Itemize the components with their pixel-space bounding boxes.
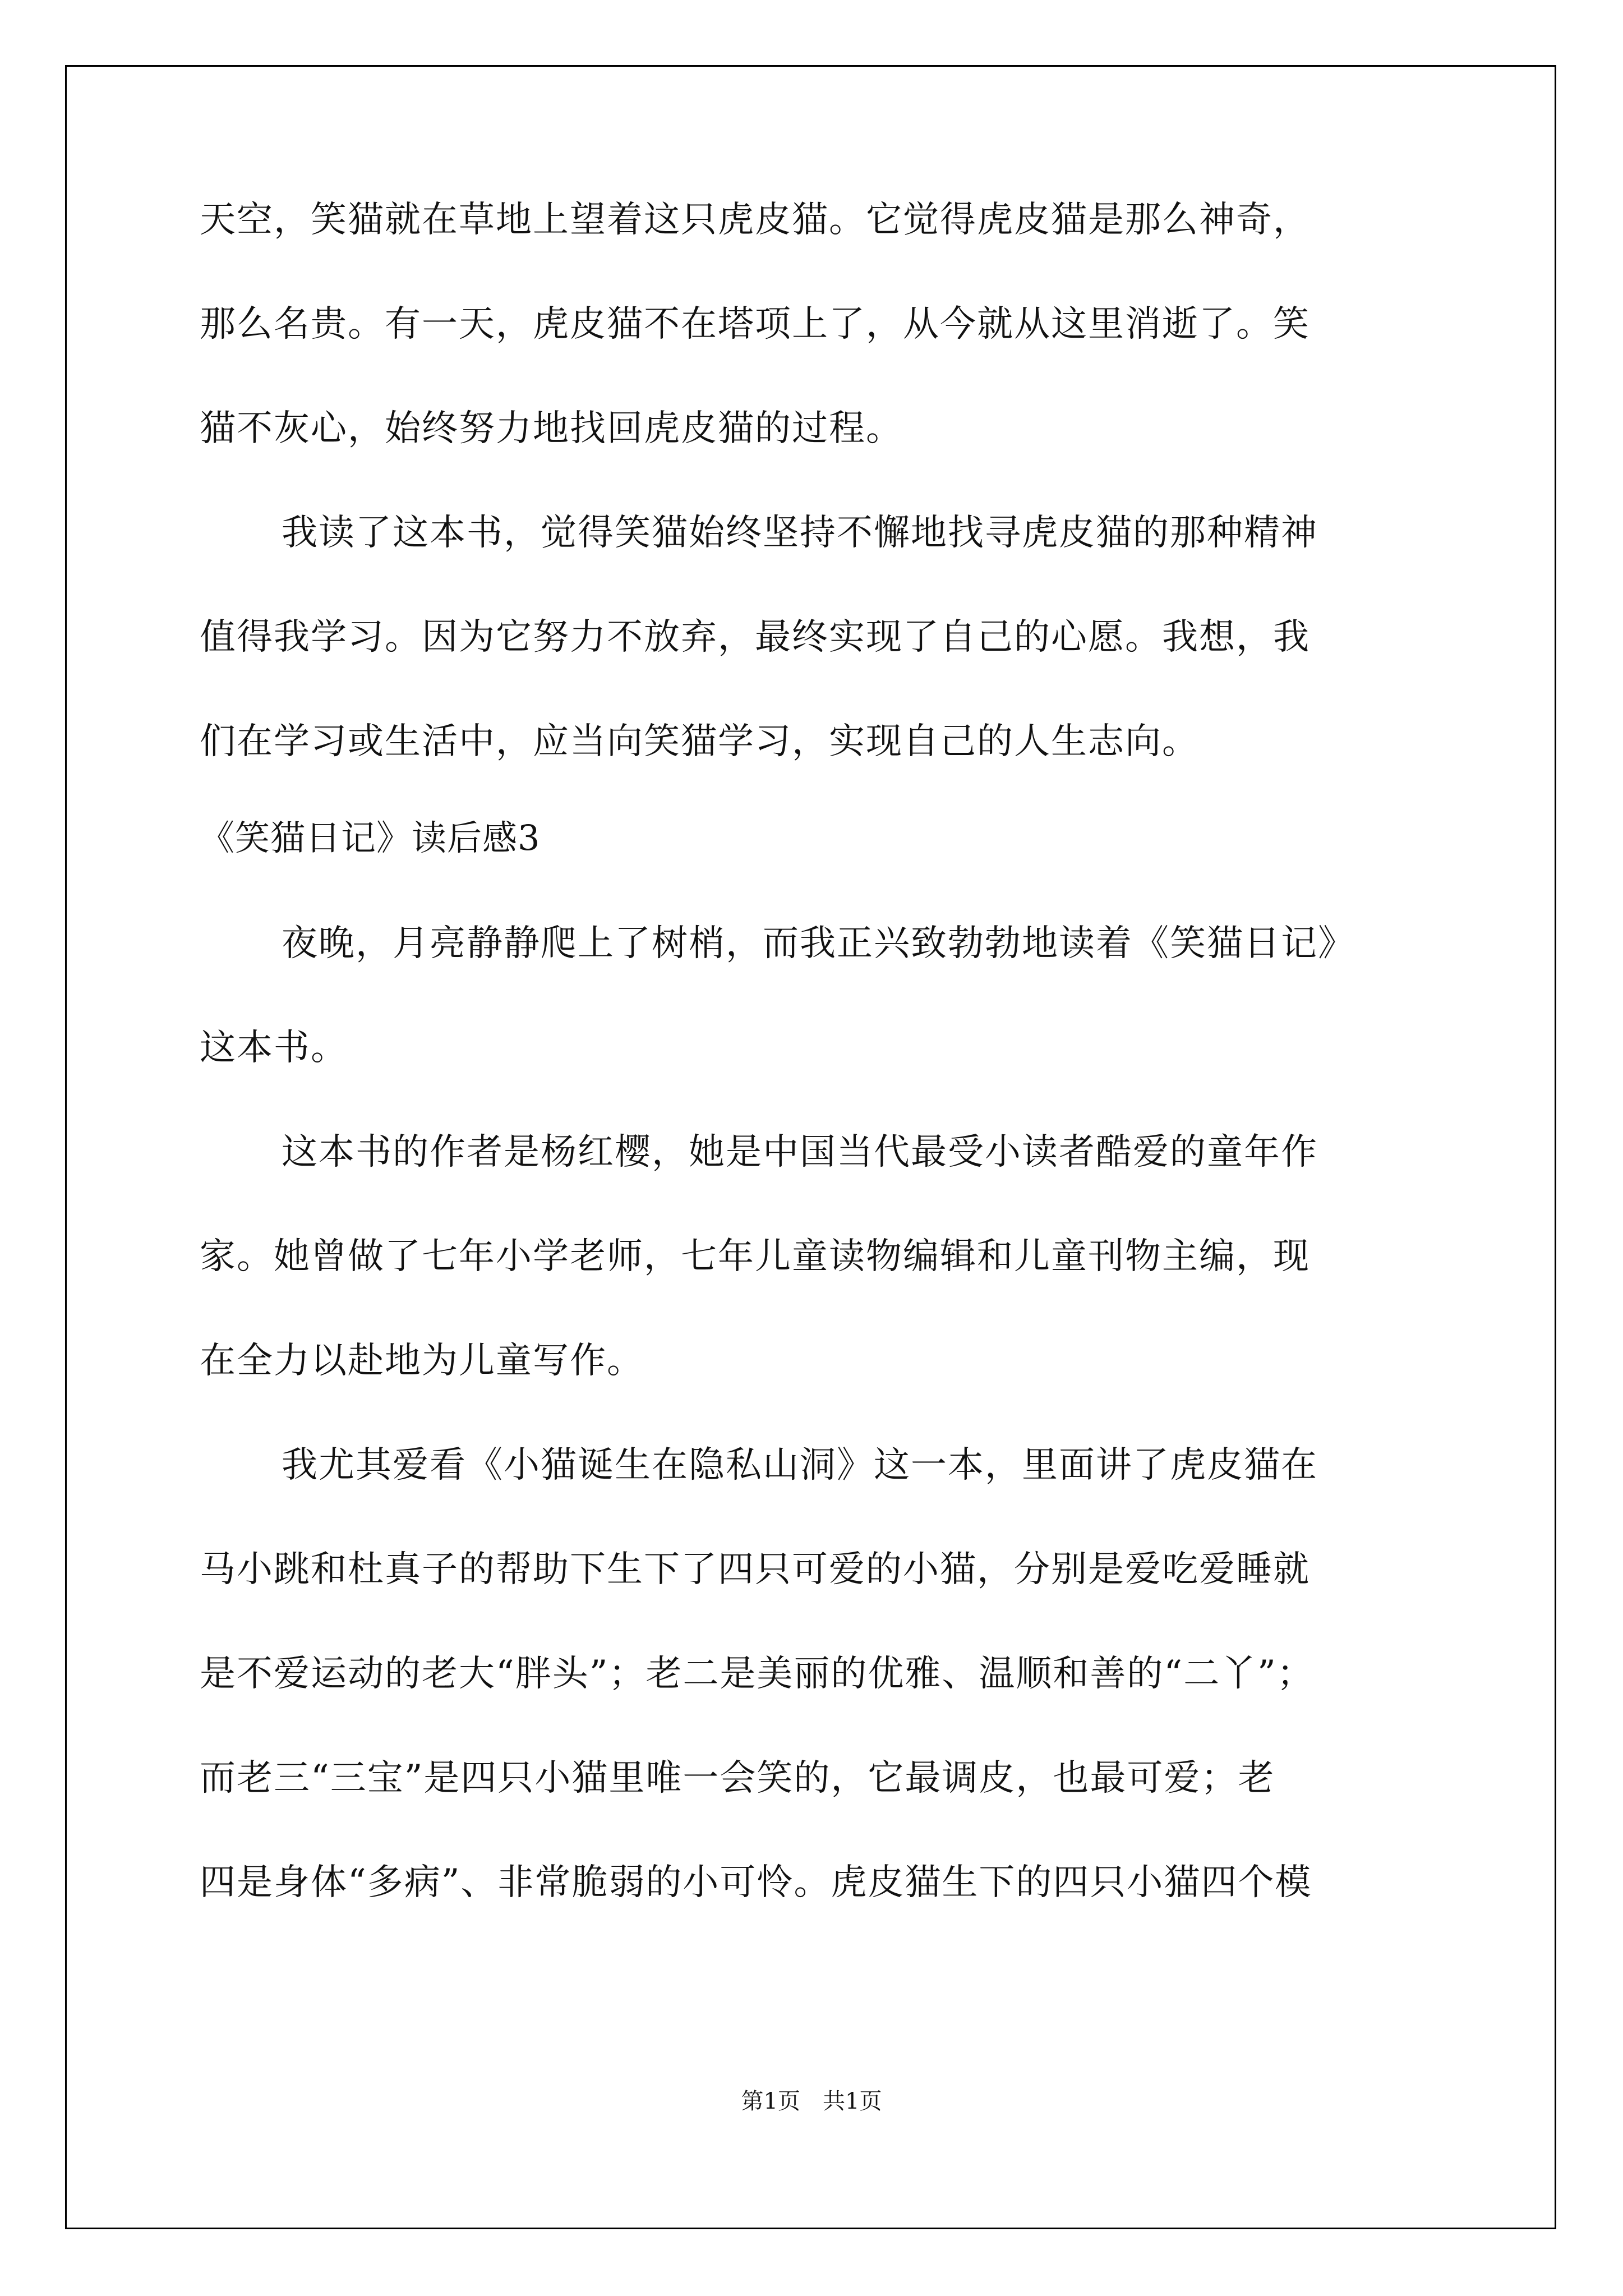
text-line-17: 四是身体“多病”、非常脆弱的小可怜。虎皮猫生下的四只小猫四个模	[200, 1862, 1312, 1903]
text-line-4: 我读了这本书，觉得笑猫始终坚持不懈地找寻虎皮猫的那种精神	[282, 512, 1318, 554]
text-line-1: 天空，笑猫就在草地上望着这只虎皮猫。它觉得虎皮猫是那么神奇，	[200, 199, 1310, 241]
text-line-6: 们在学习或生活中，应当向笑猫学习，实现自己的人生志向。	[200, 721, 1199, 762]
section-heading: 《笑猫日记》读后感3	[200, 817, 541, 858]
text-line-10: 这本书的作者是杨红樱，她是中国当代最受小读者酷爱的童年作	[282, 1131, 1318, 1173]
text-line-12: 在全力以赴地为儿童写作。	[200, 1340, 644, 1382]
text-line-11: 家。她曾做了七年小学老师，七年儿童读物编辑和儿童刊物主编，现	[200, 1236, 1310, 1277]
page-footer	[0, 2085, 1623, 2118]
text-line-15: 是不爱运动的老大“胖头”；老二是美丽的优雅、温顺和善的“二丫”；	[200, 1653, 1314, 1695]
text-line-2: 那么名贵。有一天，虎皮猫不在塔项上了，从今就从这里消逝了。笑	[200, 303, 1310, 345]
page-number: 第1页	[741, 2088, 800, 2114]
page-total: 共1页	[823, 2088, 882, 2114]
text-line-16: 而老三“三宝”是四只小猫里唯一会笑的，它最调皮，也最可爱；老	[200, 1757, 1275, 1799]
text-line-8: 夜晚，月亮静静爬上了树梢，而我正兴致勃勃地读着《笑猫日记》	[282, 923, 1355, 964]
text-line-9: 这本书。	[200, 1027, 348, 1069]
text-line-13: 我尤其爱看《小猫诞生在隐私山洞》这一本，里面讲了虎皮猫在	[282, 1444, 1318, 1486]
text-line-14: 马小跳和杜真子的帮助下生下了四只可爱的小猫，分别是爱吃爱睡就	[200, 1549, 1310, 1590]
text-line-3: 猫不灰心，始终努力地找回虎皮猫的过程。	[200, 408, 903, 449]
text-line-5: 值得我学习。因为它努力不放弃，最终实现了自己的心愿。我想，我	[200, 616, 1310, 658]
